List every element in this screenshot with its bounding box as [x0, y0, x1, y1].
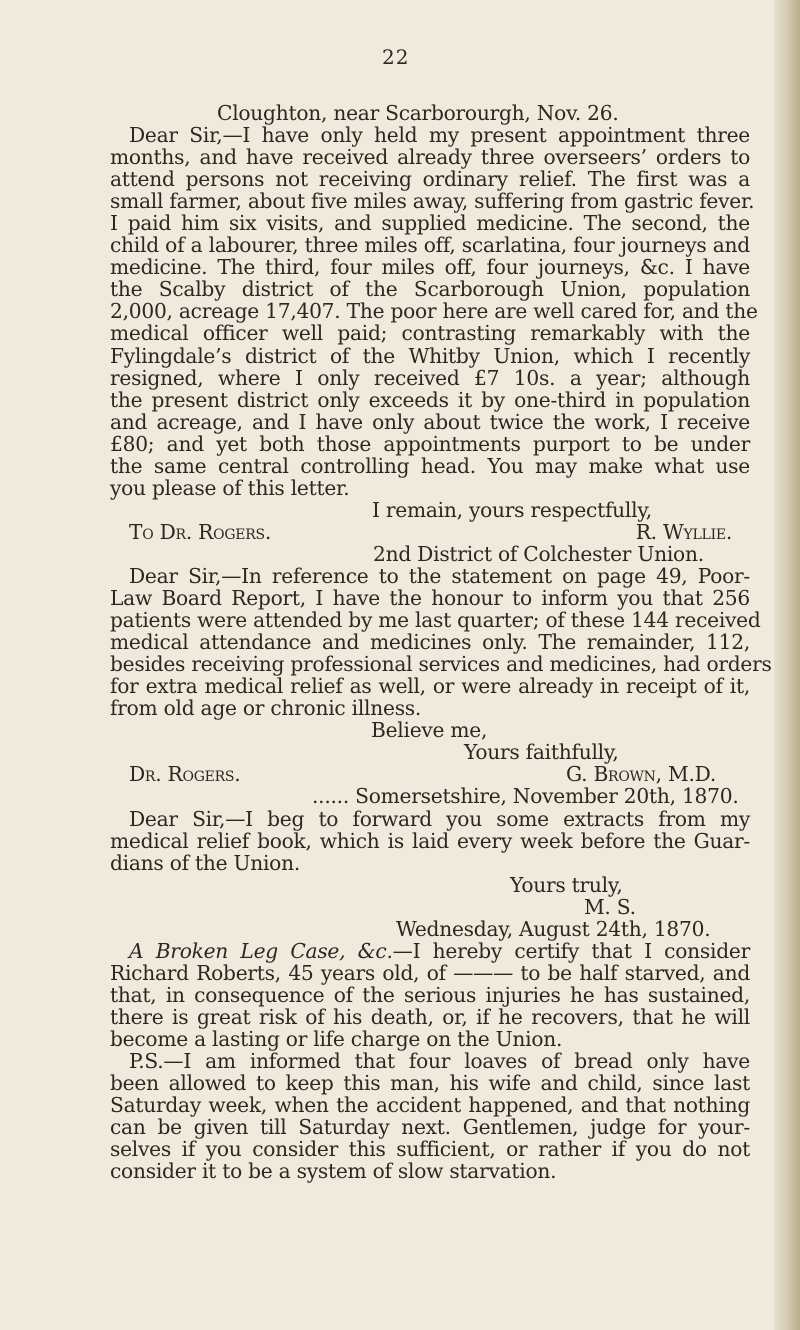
- letter-closing: Yours faithfully,: [464, 740, 619, 765]
- letter-heading: Cloughton, near Scarborourgh, Nov. 26.: [217, 101, 619, 125]
- postscript-line: P.S.—I am informed that four loaves of bread only have: [129, 1049, 750, 1074]
- letter-heading: Wednesday, August 24th, 1870.: [396, 916, 711, 941]
- letter-heading: 2nd District of Colchester Union.: [373, 541, 704, 566]
- letter-line: and acreage, and I have only about twice the work, I receive: [110, 409, 750, 434]
- letter-addressee: Dr. Rogers.: [129, 762, 241, 787]
- letter-line: Law Board Report, I have the honour to inform you that 256: [110, 586, 750, 611]
- letter-line: medical officer well paid; contrasting remarkably with the: [110, 321, 750, 346]
- postscript-line: selves if you consider this sufficient, or rather if you do not: [110, 1137, 750, 1162]
- letter-line: patients were attended by me last quarter; of these 144 received: [110, 608, 761, 633]
- letter-line: attend persons not receiving ordinary relief. The first was a: [110, 167, 750, 192]
- letter-line: medicine. The third, four miles off, four journeys, &c. I have: [110, 255, 750, 280]
- case-title: A Broken Leg Case, &c.: [129, 938, 393, 963]
- letter-line: from old age or chronic illness.: [110, 696, 422, 721]
- postscript-line: can be given till Saturday next. Gentlemen, judge for your-: [110, 1115, 750, 1140]
- postscript-line: been allowed to keep this man, his wife and child, since last: [110, 1071, 750, 1096]
- letter-closing: Yours truly,: [510, 872, 623, 897]
- postscript-line: consider it to be a system of slow starvation.: [110, 1159, 557, 1184]
- letter-heading: ...... Somersetshire, November 20th, 1870.: [312, 784, 739, 809]
- letter-signature: R. Wyllie.: [635, 519, 732, 544]
- letter-line: medical attendance and medicines only. The remainder, 112,: [110, 630, 750, 655]
- letter-closing: Believe me,: [371, 718, 488, 743]
- letter-line: there is great risk of his death, or, if he recovers, that he will: [110, 1004, 750, 1029]
- letter-closing: I remain, yours respectfully,: [372, 497, 652, 522]
- letter-line: small farmer, about five miles away, suffering from gastric fever.: [110, 189, 755, 214]
- letter-line: dians of the Union.: [110, 850, 301, 875]
- letter-line: months, and have received already three overseers’ orders to: [110, 145, 750, 170]
- letter-line: £80; and yet both those appointments purport to be under: [110, 431, 750, 456]
- letter-line: I paid him six visits, and supplied medicine. The second, the: [110, 211, 750, 236]
- letter-line: Richard Roberts, 45 years old, of ——— to be half starved, and: [110, 960, 750, 985]
- letter-somersetshire: [110, 785, 750, 917]
- page-number: 22: [382, 45, 410, 69]
- letter-line: that, in consequence of the serious injuries he has sustained,: [110, 982, 750, 1007]
- letter-cloughton: [110, 101, 758, 544]
- letter-line: Dear Sir,—I have only held my present appointment three: [129, 123, 750, 148]
- letter-line: become a lasting or life charge on the Union.: [110, 1026, 563, 1051]
- letter-line: [110, 940, 750, 962]
- letter-line: 2,000, acreage 17,407. The poor here are well cared for, and the: [110, 299, 758, 324]
- case-text: —I hereby certify that I consider: [392, 938, 750, 963]
- letter-line: the present district only exceeds it by one-third in population: [110, 387, 750, 412]
- page-edge-shadow: [774, 0, 800, 1330]
- letter-line: child of a labourer, three miles off, scarlatina, four journeys and: [110, 233, 750, 258]
- letter-line: Dear Sir,—In reference to the statement on page 49, Poor-: [129, 563, 750, 588]
- letter-broken-leg: [110, 918, 750, 1183]
- letter-signoff: [110, 763, 750, 785]
- postscript-line: Saturday week, when the accident happened, and that nothing: [110, 1093, 750, 1118]
- letter-signature: G. Brown, M.D.: [565, 762, 716, 787]
- letter-line: resigned, where I only received £7 10s. a year; although: [110, 365, 750, 390]
- letter-signoff: [110, 521, 750, 543]
- text-column: [110, 42, 772, 1184]
- letter-signature: M. S.: [584, 894, 636, 919]
- letter-line: the same central controlling head. You may make what use: [110, 453, 750, 478]
- letter-line: Dear Sir,—I beg to forward you some extracts from my: [129, 806, 750, 831]
- letter-line: the Scalby district of the Scarborough Union, population: [110, 277, 750, 302]
- letter-addressee: To Dr. Rogers.: [129, 519, 272, 544]
- letter-line: for extra medical relief as well, or were already in receipt of it,: [110, 674, 750, 699]
- letter-colchester: [110, 541, 772, 787]
- letter-line: you please of this letter.: [110, 475, 350, 500]
- letter-line: medical relief book, which is laid every week before the Guar-: [110, 828, 750, 853]
- letter-line: Fylingdale’s district of the Whitby Union, which I recently: [110, 343, 750, 368]
- letter-line: besides receiving professional services and medicines, had orders: [110, 652, 772, 677]
